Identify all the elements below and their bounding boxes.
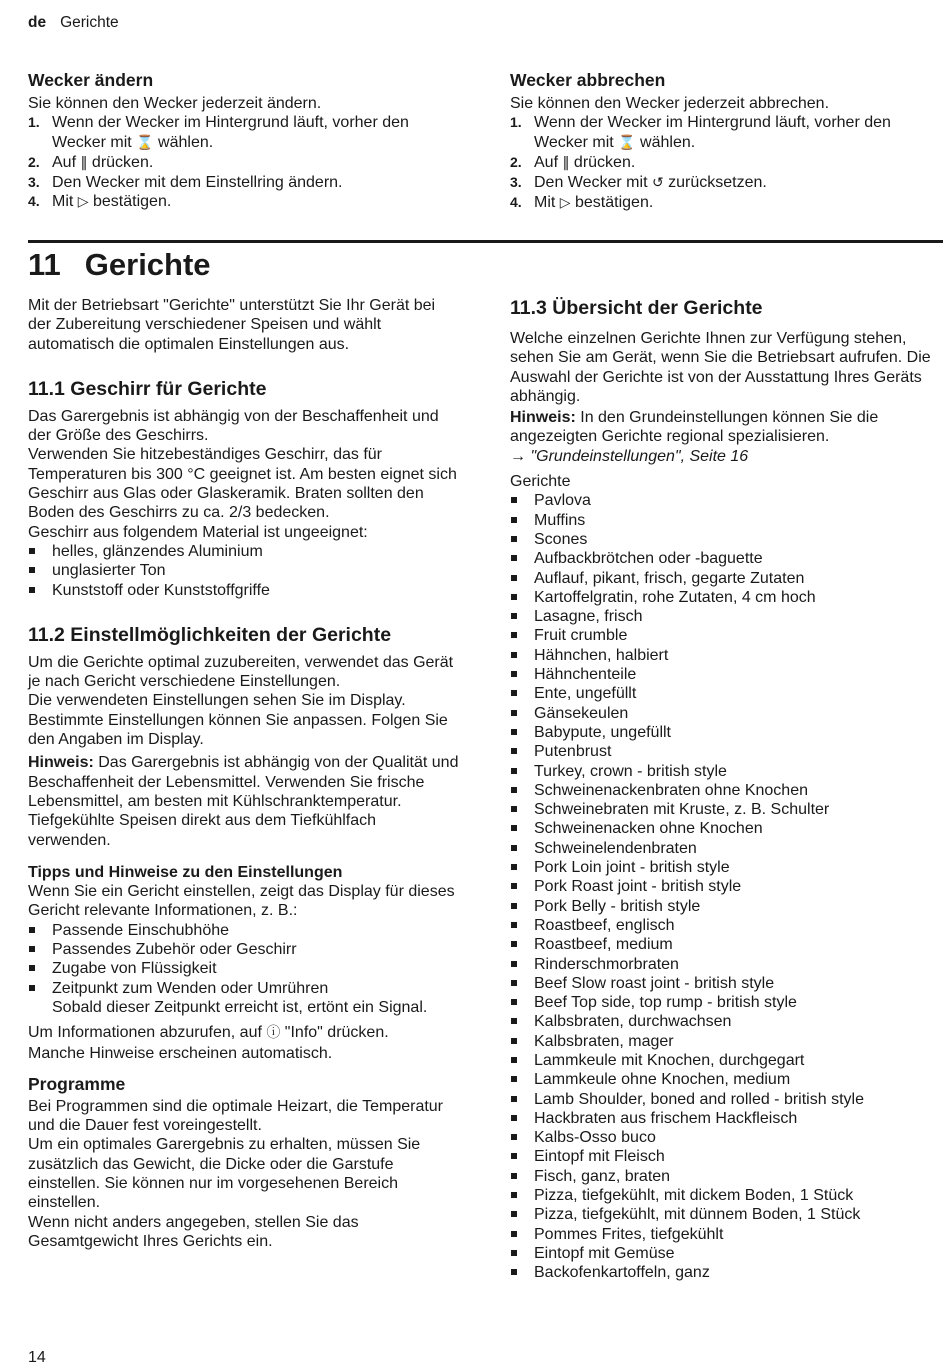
- cross-reference[interactable]: [510, 447, 942, 466]
- list-item: Zugabe von Flüssigkeit: [28, 959, 462, 978]
- list-item: helles, glänzendes Aluminium: [28, 542, 462, 561]
- list-item: unglasierter Ton: [28, 561, 462, 580]
- dish-item: Kartoffelgratin, rohe Zutaten, 4 cm hoch: [510, 588, 942, 607]
- pause-icon: ‖: [562, 154, 570, 171]
- step-text-end: drücken.: [569, 153, 636, 171]
- dish-item: Aufbackbrötchen oder -baguette: [510, 549, 942, 568]
- page-number: 14: [28, 1349, 46, 1366]
- dish-item: Scones: [510, 530, 942, 549]
- s11-3-note: [510, 408, 942, 447]
- list-item: Passende Einschubhöhe: [28, 921, 462, 940]
- dish-item: Muffins: [510, 511, 942, 530]
- s11-3-para-1: Welche einzelnen Gerichte Ihnen zur Verfügung stehen, sehen Sie am Gerät, wenn Sie die Betriebsart aufrufen. Die Auswahl der Gerichte ist von der Ausstattung Ihres Geräts abhängig.: [510, 330, 931, 405]
- dish-item: Eintopf mit Gemüse: [510, 1244, 942, 1263]
- step-number: 1.: [28, 114, 40, 131]
- dishes-list: [510, 491, 942, 1282]
- note-label: Hinweis:: [510, 409, 576, 427]
- step-text-end: wählen.: [153, 133, 214, 151]
- step-item: [510, 153, 942, 173]
- step-item: [510, 173, 942, 193]
- dish-item: Auflauf, pikant, frisch, gegarte Zutaten: [510, 569, 942, 588]
- step-text: Den Wecker mit: [534, 174, 652, 192]
- arrow-right-icon: →: [510, 447, 526, 465]
- dish-item: Babypute, ungefüllt: [510, 723, 942, 742]
- step-text: Auf: [534, 153, 563, 171]
- chapter-name: Gerichte: [84, 247, 211, 282]
- list-item-text: Zeitpunkt zum Wenden oder Umrühren: [52, 979, 329, 997]
- step-item: [28, 153, 462, 173]
- dish-item: Eintopf mit Fleisch: [510, 1147, 942, 1166]
- step-text-end: zurücksetzen.: [663, 174, 767, 192]
- tips-list: [28, 921, 462, 1017]
- step-text: Auf: [52, 153, 81, 171]
- list-item: Passendes Zubehör oder Geschirr: [28, 940, 462, 959]
- running-header: [28, 13, 119, 32]
- s11-2-para-2: Die verwendeten Einstellungen sehen Sie im Display. Bestimmte Einstellungen können Sie anpassen. Folgen Sie den Angaben im Display.: [28, 692, 448, 749]
- step-number: 1.: [510, 114, 522, 131]
- chapter-title: [28, 246, 211, 284]
- dish-item: Pavlova: [510, 491, 942, 510]
- left-column: [28, 296, 462, 1251]
- cross-reference-link[interactable]: "Grundeinstellungen", Seite 16: [530, 447, 749, 465]
- note-text: In den Grundeinstellungen können Sie die angezeigten Gerichte regional spezialisieren.: [510, 409, 879, 446]
- dish-item: Lamb Shoulder, boned and rolled - british style: [510, 1090, 942, 1109]
- dish-item: Lasagne, frisch: [510, 607, 942, 626]
- info-text-end: "Info" drücken.: [280, 1024, 389, 1042]
- dish-item: Ente, ungefüllt: [510, 684, 942, 703]
- dish-item: Hackbraten aus frischem Hackfleisch: [510, 1109, 942, 1128]
- info-text: Um Informationen abzurufen, auf: [28, 1024, 267, 1042]
- dish-item: Pizza, tiefgekühlt, mit dickem Boden, 1 Stück: [510, 1186, 942, 1205]
- dish-item: Fisch, ganz, braten: [510, 1167, 942, 1186]
- dish-item: Pork Roast joint - british style: [510, 877, 942, 896]
- step-number: 2.: [510, 153, 522, 170]
- play-icon: ▷: [77, 194, 89, 211]
- step-item: [28, 113, 462, 153]
- step-text: Mit: [534, 194, 560, 212]
- s11-1-para-2: Verwenden Sie hitzebeständiges Geschirr, das für Temperaturen bis 300 °C geeignet ist. Am besten eignet sich Geschirr aus Glas oder Glaskeramik. Braten sollten den Boden des Geschirrs zu ca. 2/3 bedecken.: [28, 446, 457, 522]
- programme-title: Programme: [28, 1073, 126, 1094]
- wecker-abbrechen-intro: Sie können den Wecker jederzeit abbrechen.: [510, 95, 830, 112]
- wecker-aendern-title: Wecker ändern: [28, 70, 154, 90]
- step-number: 2.: [28, 153, 40, 170]
- header-section: Gerichte: [60, 14, 119, 31]
- dish-item: Hähnchenteile: [510, 665, 942, 684]
- dish-item: Pork Belly - british style: [510, 897, 942, 916]
- dish-item: Putenbrust: [510, 742, 942, 761]
- chapter-number: 11: [28, 247, 61, 282]
- dish-item: Gänsekeulen: [510, 704, 942, 723]
- right-column: [510, 296, 942, 1283]
- step-item: [510, 113, 942, 153]
- dish-item: Schweinelendenbraten: [510, 839, 942, 858]
- hourglass-icon: ⌛: [618, 134, 636, 151]
- step-number: 3.: [510, 174, 522, 191]
- s11-1-para-1: Das Garergebnis ist abhängig von der Beschaffenheit und der Größe des Geschirrs.: [28, 407, 439, 445]
- section-11-1-title: 11.1 Geschirr für Gerichte: [28, 377, 267, 400]
- dish-item: Backofenkartoffeln, ganz: [510, 1263, 942, 1282]
- dish-item: Beef Slow roast joint - british style: [510, 974, 942, 993]
- play-icon: ▷: [559, 195, 571, 212]
- hourglass-icon: ⌛: [136, 134, 154, 151]
- step-text: Den Wecker mit dem Einstellring ändern.: [52, 174, 343, 192]
- wecker-aendern-intro: Sie können den Wecker jederzeit ändern.: [28, 95, 322, 112]
- info-para: [28, 1023, 462, 1043]
- s11-2-note: [28, 753, 462, 849]
- step-text: Wenn der Wecker im Hintergrund läuft, vorher den Wecker mit: [52, 114, 409, 151]
- step-text-end: bestätigen.: [570, 194, 654, 212]
- dish-item: Fruit crumble: [510, 626, 942, 645]
- unsuitable-materials-list: [28, 542, 462, 600]
- step-item: [510, 193, 942, 213]
- dish-item: Roastbeef, medium: [510, 935, 942, 954]
- dish-item: Lammkeule ohne Knochen, medium: [510, 1070, 942, 1089]
- step-item: [28, 173, 462, 192]
- section-11-3-title: 11.3 Übersicht der Gerichte: [510, 297, 763, 319]
- list-item-subtext: Sobald dieser Zeitpunkt erreicht ist, ertönt ein Signal.: [52, 998, 428, 1016]
- programme-para-3: Wenn nicht anders angegeben, stellen Sie das Gesamtgewicht Ihres Gerichts ein.: [28, 1213, 359, 1250]
- chapter-rule: [28, 240, 943, 243]
- dish-item: Kalbsbraten, durchwachsen: [510, 1012, 942, 1031]
- list-item: Kunststoff oder Kunststoffgriffe: [28, 581, 462, 600]
- dish-item: Pizza, tiefgekühlt, mit dünnem Boden, 1 Stück: [510, 1205, 942, 1224]
- dish-item: Roastbeef, englisch: [510, 916, 942, 935]
- step-text: Wenn der Wecker im Hintergrund läuft, vorher den Wecker mit: [534, 114, 891, 151]
- step-number: 3.: [28, 174, 40, 191]
- dishes-label: Gerichte: [510, 473, 571, 491]
- step-number: 4.: [28, 193, 40, 210]
- dish-item: Kalbsbraten, mager: [510, 1032, 942, 1051]
- tips-para: Wenn Sie ein Gericht einstellen, zeigt das Display für dieses Gericht relevante Informationen, z. B.:: [28, 883, 455, 920]
- dish-item: Schweinenacken ohne Knochen: [510, 819, 942, 838]
- section-11-2-title: 11.2 Einstellmöglichkeiten der Gerichte: [28, 623, 392, 646]
- dish-item: Hähnchen, halbiert: [510, 646, 942, 665]
- language-code: de: [28, 14, 47, 31]
- pause-icon: ‖: [80, 154, 88, 171]
- s11-2-para-1: Um die Gerichte optimal zuzubereiten, verwendet das Gerät je nach Gericht verschiedene Einstellungen.: [28, 653, 454, 691]
- dish-item: Schweinenackenbraten ohne Knochen: [510, 781, 942, 800]
- step-number: 4.: [510, 194, 522, 211]
- note-label: Hinweis:: [28, 754, 94, 772]
- step-text-end: wählen.: [635, 133, 696, 151]
- step-text-end: drücken.: [87, 153, 154, 171]
- dish-item: Rinderschmorbraten: [510, 955, 942, 974]
- wecker-aendern-section: [28, 69, 462, 213]
- wecker-abbrechen-title: Wecker abbrechen: [510, 70, 666, 90]
- chapter-intro: Mit der Betriebsart "Gerichte" unterstützt Sie Ihr Gerät bei der Zubereitung verschiedener Speisen und wählt automatisch die optimalen Einstellungen aus.: [28, 297, 436, 353]
- step-text-end: bestätigen.: [88, 193, 172, 211]
- dish-item: Pommes Frites, tiefgekühlt: [510, 1225, 942, 1244]
- info-para-2: Manche Hinweise erscheinen automatisch.: [28, 1044, 333, 1062]
- wecker-aendern-steps: [28, 113, 462, 212]
- info-icon: ⓘ: [266, 1025, 281, 1042]
- tips-title: Tipps und Hinweise zu den Einstellungen: [28, 863, 343, 881]
- note-text: Das Garergebnis ist abhängig von der Qualität und Beschaffenheit der Lebensmittel. Verwenden Sie frische Lebensmittel, am besten mit Kühlschranktemperatur. Tiefgekühlte Speisen direkt aus dem Tiefkühlfach verwenden.: [28, 754, 459, 849]
- dish-item: Pork Loin joint - british style: [510, 858, 942, 877]
- dish-item: Lammkeule mit Knochen, durchgegart: [510, 1051, 942, 1070]
- dish-item: Beef Top side, top rump - british style: [510, 993, 942, 1012]
- wecker-abbrechen-steps: [510, 113, 942, 213]
- step-text: Mit: [52, 193, 78, 211]
- dish-item: Turkey, crown - british style: [510, 762, 942, 781]
- step-item: [28, 192, 462, 212]
- reset-icon: ↺: [651, 175, 664, 192]
- dish-item: Schweinebraten mit Kruste, z. B. Schulter: [510, 800, 942, 819]
- programme-para-2: Um ein optimales Garergebnis zu erhalten, müssen Sie zusätzlich das Gewicht, die Dicke oder die Garstufe einstellen. Sie können nur im vorgesehenen Bereich einstellen.: [28, 1136, 421, 1212]
- programme-para-1: Bei Programmen sind die optimale Heizart, die Temperatur und die Dauer fest voreingestellt.: [28, 1097, 444, 1135]
- list-item: [28, 979, 462, 1018]
- wecker-abbrechen-section: [510, 69, 942, 214]
- s11-1-para-3: Geschirr aus folgendem Material ist ungeeignet:: [28, 523, 368, 541]
- dish-item: Kalbs-Osso buco: [510, 1128, 942, 1147]
